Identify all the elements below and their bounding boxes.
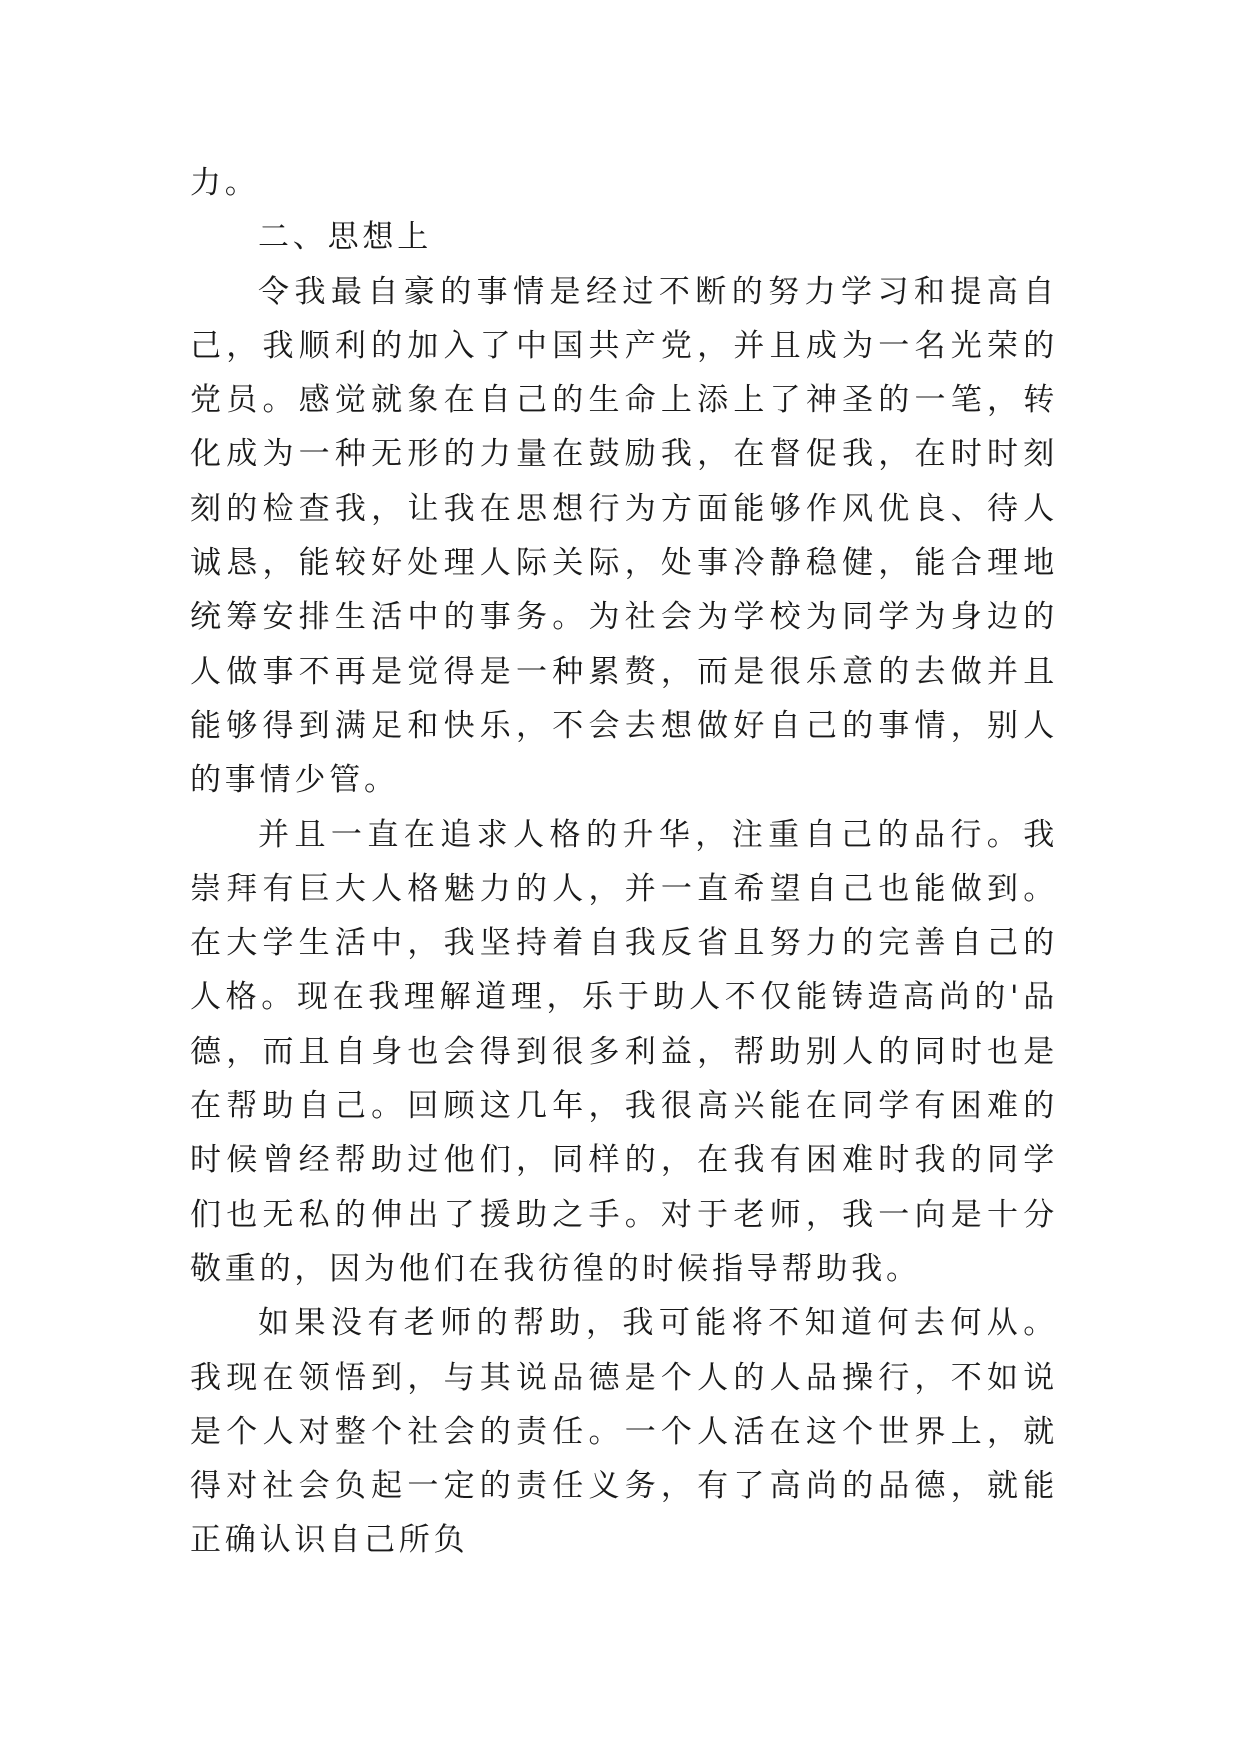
paragraph: 如果没有老师的帮助，我可能将不知道何去何从。我现在领悟到，与其说品德是个人的人品操行，不如说是个人对整个社会的责任。一个人活在这个世界上，就得对社会负起一定的责任义务，有了高尚的品德，就能正确认识自己所负	[190, 1305, 1058, 1559]
paragraph: 并且一直在追求人格的升华，注重自己的品行。我崇拜有巨大人格魅力的人，并一直希望自己也能做到。在大学生活中，我坚持着自我反省且努力的完善自己的人格。现在我理解道理，乐于助人不仅能铸造高尚的'品德，而且自身也会得到很多利益，帮助别人的同时也是在帮助自己。回顾这几年，我很高兴能在同学有困难的时候曾经帮助过他们，同样的，在我有困难时我的同学们也无私的伸出了援助之手。对于老师，我一向是十分敬重的，因为他们在我彷徨的时候指导帮助我。	[190, 816, 1058, 1287]
document-body	[190, 156, 1058, 1568]
section-heading: 二、思想上	[258, 219, 432, 256]
paragraph-continuation: 力。	[190, 165, 260, 201]
paragraph: 令我最自豪的事情是经过不断的努力学习和提高自己，我顺利的加入了中国共产党，并且成为一名光荣的党员。感觉就象在自己的生命上添上了神圣的一笔，转化成为一种无形的力量在鼓励我，在督促我，在时时刻刻的检查我，让我在思想行为方面能够作风优良、待人诚恳，能较好处理人际关际，处事冷静稳健，能合理地统筹安排生活中的事务。为社会为学校为同学为身边的人做事不再是觉得是一种累赘，而是很乐意的去做并且能够得到满足和快乐，不会去想做好自己的事情，别人的事情少管。	[190, 273, 1058, 799]
